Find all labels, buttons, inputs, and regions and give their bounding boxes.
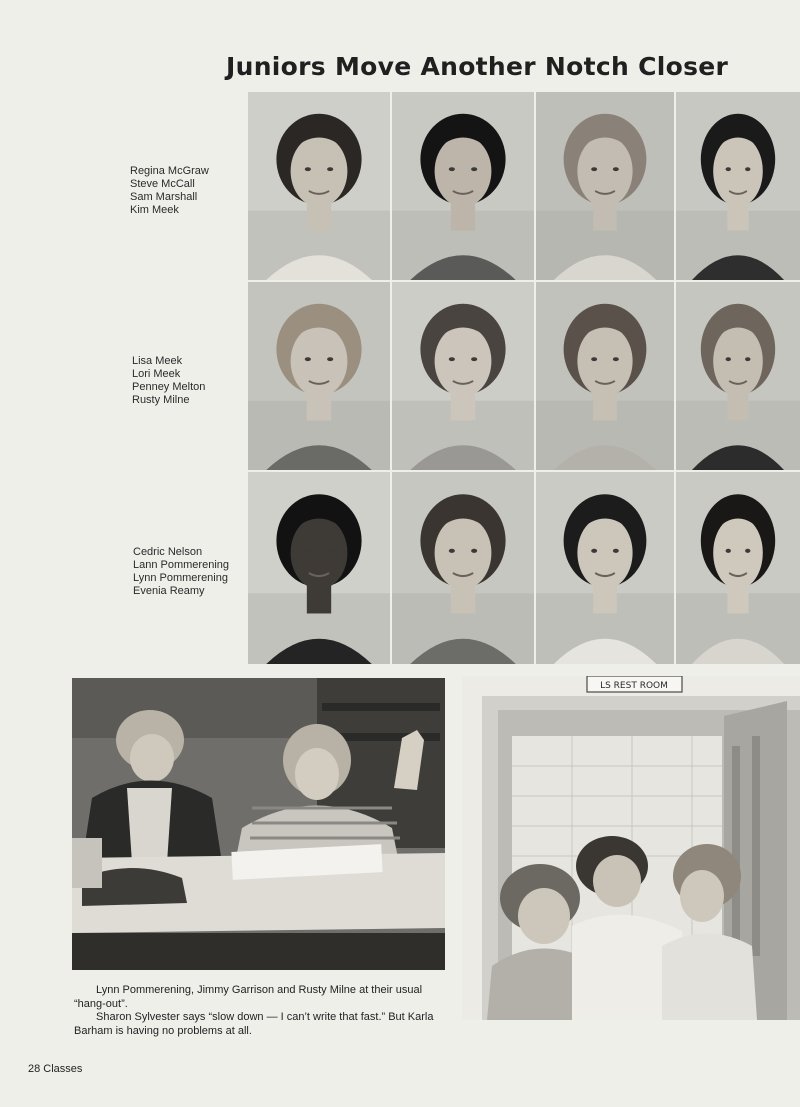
name-label: Lisa Meek [132, 355, 183, 367]
name-label: Kim Meek [130, 204, 179, 216]
student-portrait [248, 472, 390, 664]
name-label: Lann Pommerening [133, 559, 230, 571]
student-portrait [392, 282, 534, 470]
name-label: Regina McGraw [130, 165, 209, 177]
student-portrait [676, 92, 800, 280]
name-label: Steve McCall [130, 178, 195, 190]
name-label: Rusty Milne [132, 394, 190, 406]
caption-restroom: Lynn Pommerening, Jimmy Garrison and Rusty Milne at their usual “hang-out”. [74, 984, 423, 1010]
name-label: Sam Marshall [130, 191, 198, 203]
student-portrait [536, 92, 674, 280]
student-portrait [536, 472, 674, 664]
student-portrait [676, 472, 800, 664]
study-table-photo [72, 678, 445, 970]
name-label: Cedric Nelson [133, 546, 203, 558]
name-label: Lynn Pommerening [133, 572, 228, 584]
row-2-names [132, 355, 205, 407]
name-label: Penney Melton [132, 381, 206, 393]
rest-room-photo [462, 676, 800, 1020]
page-title: Juniors Move Another Notch Closer [226, 52, 729, 81]
student-portrait [676, 282, 800, 470]
name-label: Evenia Reamy [133, 585, 205, 597]
student-portrait [536, 282, 674, 470]
page-folio: 28 Classes [28, 1063, 83, 1075]
student-portrait [392, 472, 534, 664]
photo-caption [74, 984, 446, 1038]
caption-study: Sharon Sylvester says “slow down — I can’t write that fast.” But Karla Barham is having no problems at all. [74, 1011, 434, 1037]
student-portrait [248, 282, 390, 470]
student-portrait [248, 92, 390, 280]
student-portrait [392, 92, 534, 280]
rest-room-sign: LS REST ROOM [600, 681, 668, 691]
name-label: Lori Meek [132, 368, 181, 380]
row-3-names [133, 546, 229, 598]
row-1-names [130, 165, 209, 217]
